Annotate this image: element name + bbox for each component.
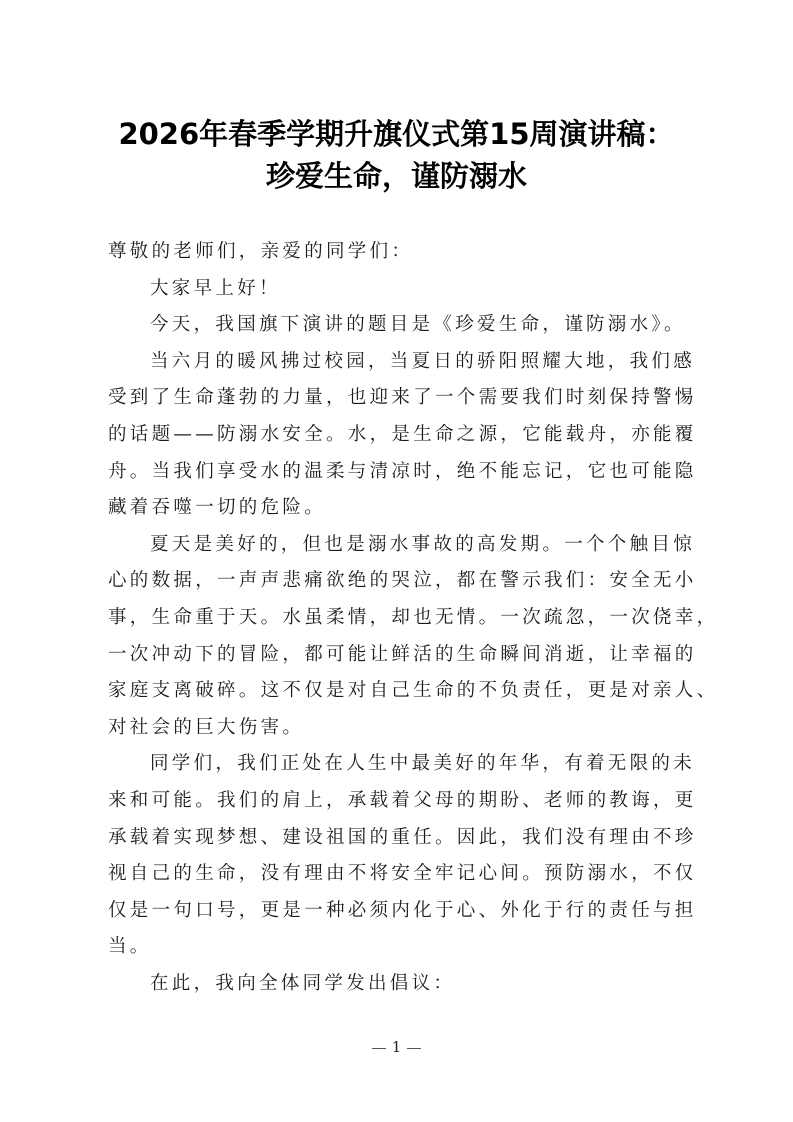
body-line: 的话题——防溺水安全。水，是生命之源，它能载舟，亦能覆 bbox=[108, 424, 697, 445]
body-line: 大家早上好！ bbox=[150, 277, 281, 299]
body-line: 心的数据，一声声悲痛欲绝的哭泣，都在警示我们：安全无小 bbox=[108, 570, 697, 592]
page-footer bbox=[0, 1038, 793, 1056]
body-line: 事，生命重于天。水虽柔情，却也无情。一次疏忽，一次侥幸， bbox=[108, 607, 719, 628]
body-line: 同学们，我们正处在人生中最美好的年华，有着无限的未 bbox=[150, 753, 696, 775]
document-title-line-2: 珍爱生命，谨防溺水 bbox=[265, 159, 527, 193]
body-line: 尊敬的老师们，亲爱的同学们： bbox=[108, 241, 414, 262]
body-line: 受到了生命蓬勃的力量，也迎来了一个需要我们时刻保持警惕 bbox=[108, 387, 697, 409]
dash-right bbox=[407, 1048, 421, 1049]
body-line: 承载着实现梦想、建设祖国的重任。因此，我们没有理由不珍 bbox=[108, 826, 697, 848]
body-line: 舟。当我们享受水的温柔与清凉时，绝不能忘记，它也可能隐 bbox=[108, 460, 697, 482]
body-line: 来和可能。我们的肩上，承载着父母的期盼、老师的教诲，更 bbox=[108, 790, 697, 811]
dash-left bbox=[372, 1048, 386, 1049]
body-line: 藏着吞噬一切的危险。 bbox=[108, 497, 327, 519]
body-line: 夏天是美好的，但也是溺水事故的高发期。一个个触目惊 bbox=[150, 533, 696, 555]
body-line: 对社会的巨大伤害。 bbox=[108, 716, 305, 738]
page-number: 1 bbox=[391, 1038, 402, 1056]
body-line: 当六月的暖风拂过校园，当夏日的骄阳照耀大地，我们感 bbox=[150, 350, 696, 372]
body-line: 视自己的生命，没有理由不将安全牢记心间。预防溺水，不仅 bbox=[108, 863, 697, 885]
body-line: 在此，我向全体同学发出倡议： bbox=[150, 973, 456, 994]
body-line: 当。 bbox=[108, 936, 152, 958]
document-title-line-1: 2026年春季学期升旗仪式第15周演讲稿： bbox=[118, 117, 675, 151]
body-line: 家庭支离破碎。这不仅是对自己生命的不负责任，更是对亲人、 bbox=[108, 680, 719, 702]
body-line: 仅是一句口号，更是一种必须内化于心、外化于行的责任与担 bbox=[108, 899, 697, 921]
body-line: 一次冲动下的冒险，都可能让鲜活的生命瞬间消逝，让幸福的 bbox=[108, 643, 697, 665]
body-line: 今天，我国旗下演讲的题目是《珍爱生命，谨防溺水》。 bbox=[150, 314, 686, 336]
